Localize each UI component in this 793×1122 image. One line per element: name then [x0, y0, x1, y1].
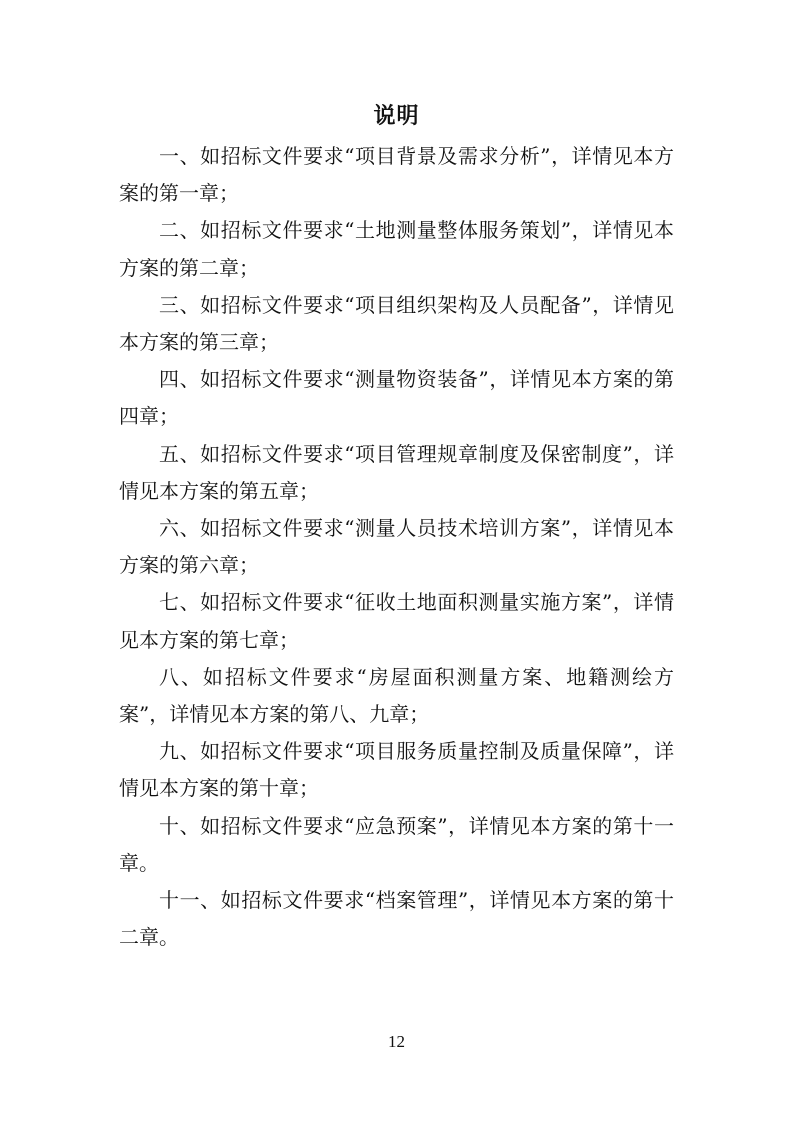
list-item: 十、如招标文件要求“应急预案”，详情见本方案的第十一章。: [119, 813, 674, 875]
list-item: 九、如招标文件要求“项目服务质量控制及质量保障”，详情见本方案的第十章；: [119, 739, 674, 801]
list-item: 十一、如招标文件要求“档案管理”，详情见本方案的第十二章。: [119, 888, 674, 950]
list-item: 四、如招标文件要求“测量物资装备”，详情见本方案的第四章；: [119, 367, 674, 429]
list-item: 八、如招标文件要求“房屋面积测量方案、地籍测绘方案”，详情见本方案的第八、九章；: [119, 664, 674, 727]
page-number: 12: [388, 1032, 405, 1051]
list-item: 二、如招标文件要求“土地测量整体服务策划”，详情见本方案的第二章；: [119, 218, 674, 280]
list-item: 五、如招标文件要求“项目管理规章制度及保密制度”，详情见本方案的第五章；: [119, 441, 674, 503]
document-body: [119, 138, 674, 956]
list-item: 一、如招标文件要求“项目背景及需求分析”，详情见本方案的第一章；: [119, 144, 674, 206]
list-item: 三、如招标文件要求“项目组织架构及人员配备”，详情见本方案的第三章；: [119, 292, 674, 355]
page-title: 说明: [373, 104, 420, 129]
list-item: 七、如招标文件要求“征收土地面积测量实施方案”，详情见本方案的第七章；: [119, 590, 674, 652]
list-item: 六、如招标文件要求“测量人员技术培训方案”，详情见本方案的第六章；: [119, 516, 674, 578]
